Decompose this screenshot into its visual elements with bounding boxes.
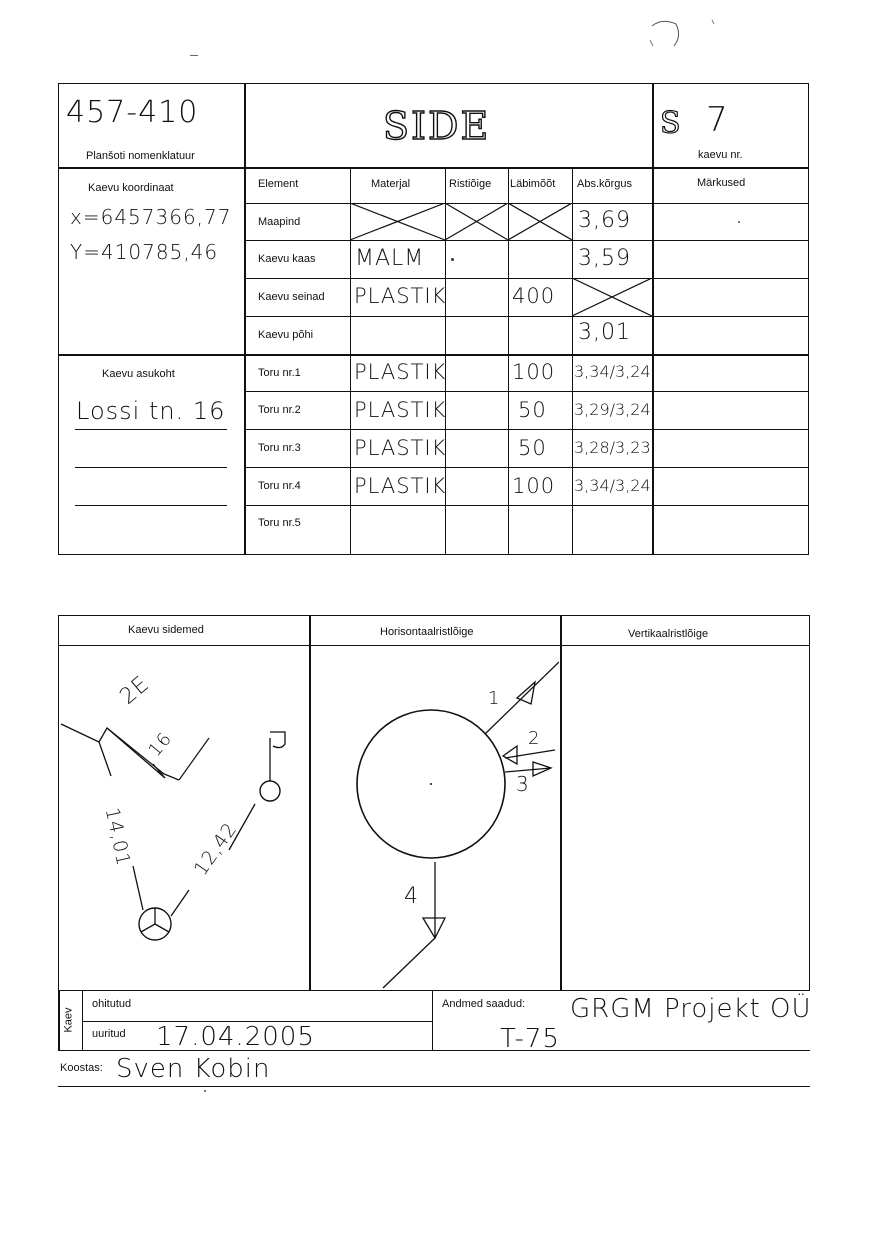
row-element-label: Kaevu seinad [258,291,325,303]
header-element: Element [258,178,299,190]
row-element-label: Toru nr.1 [258,367,301,379]
row-element-label: Maapind [258,216,301,228]
location-value: Lossi tn. 16 [76,397,226,425]
diameter-value: 50 [518,436,547,460]
row-element-label: Toru nr.4 [258,480,301,492]
row-element-label: Kaevu põhi [258,329,314,341]
label-12-42: 12,42 [189,818,242,880]
row-element-label: Toru nr.2 [258,404,301,416]
section-connections-label: Kaevu sidemed [128,624,204,636]
material-value: PLASTIK [354,436,447,460]
height-value: 3,59 [578,246,631,271]
height-value: 3,28/3,23 [574,438,651,457]
form-title: SIDE [383,104,491,148]
well-number-label: kaevu nr. [698,149,743,161]
pipe-label-4: 4 [404,884,419,909]
coordinates-label: Kaevu koordinaat [88,182,174,194]
compiler-label: Koostas: [60,1062,103,1074]
nomenclature-label: Planšoti nomenklatuur [86,150,195,162]
horizontal-section-sketch [311,646,559,990]
row-element-label: Kaevu kaas [258,253,316,265]
footer-row2-value: 17.04.2005 [156,1022,315,1052]
row-element-label: Toru nr.5 [258,517,301,529]
connections-sketch [59,646,309,990]
pipe-label-1: 1 [488,688,501,709]
scan-marks [640,12,730,62]
footer-row1-label: ohitutud [92,998,132,1010]
height-value: 3,34/3,24 [574,362,651,381]
not-applicable-cross [572,278,653,316]
height-value: 3,34/3,24 [574,476,651,495]
well-number: 7 [706,100,729,140]
header-remarks: Märkused [697,177,746,189]
nomenclature-value: 457-410 [66,95,199,130]
label-14-01: 14,01 [100,805,135,869]
coordinate-y: Y=410785,46 [70,240,219,264]
label-2e: 2E [115,671,155,710]
diameter-value: 100 [512,474,556,498]
data-received-label: Andmed saadud: [442,998,526,1010]
material-value: PLASTIK [354,474,447,498]
height-value: 3,29/3,24 [574,400,651,419]
pipe-label-3: 3 [516,772,530,796]
well-prefix: S [660,106,681,141]
coordinate-x: x=6457366,77 [70,205,232,229]
footer-side-label: Kaev [62,1007,75,1033]
data-source-code: T-75 [500,1024,560,1054]
row-element-label: Toru nr.3 [258,442,301,454]
not-applicable-crosses [350,203,572,241]
footer-row2-label: uuritud [92,1028,126,1040]
label-16: 16 [144,728,177,761]
diameter-value: 100 [512,360,556,384]
section-horizontal-label: Horisontaalristlõige [380,626,474,638]
height-value: 3,69 [578,208,631,233]
data-source-company: GRGM Projekt OÜ [570,994,812,1024]
location-label: Kaevu asukoht [102,368,175,380]
material-value: PLASTIK [354,284,447,308]
pipe-label-2: 2 [528,728,541,749]
header-material: Materjal [371,178,411,190]
diameter-value: 400 [512,284,556,308]
header-diameter: Läbimõõt [510,178,556,190]
height-value: 3,01 [578,320,631,345]
diameter-value: 50 [518,398,547,422]
header-abs-height: Abs.kõrgus [577,178,633,190]
material-value: PLASTIK [354,360,447,384]
compiler-value: Sven Kobin [116,1054,271,1084]
header-cross-section: Ristiõige [449,178,492,190]
material-value: MALM [355,246,425,271]
material-value: PLASTIK [354,398,447,422]
section-vertical-label: Vertikaalristlõige [628,628,709,640]
